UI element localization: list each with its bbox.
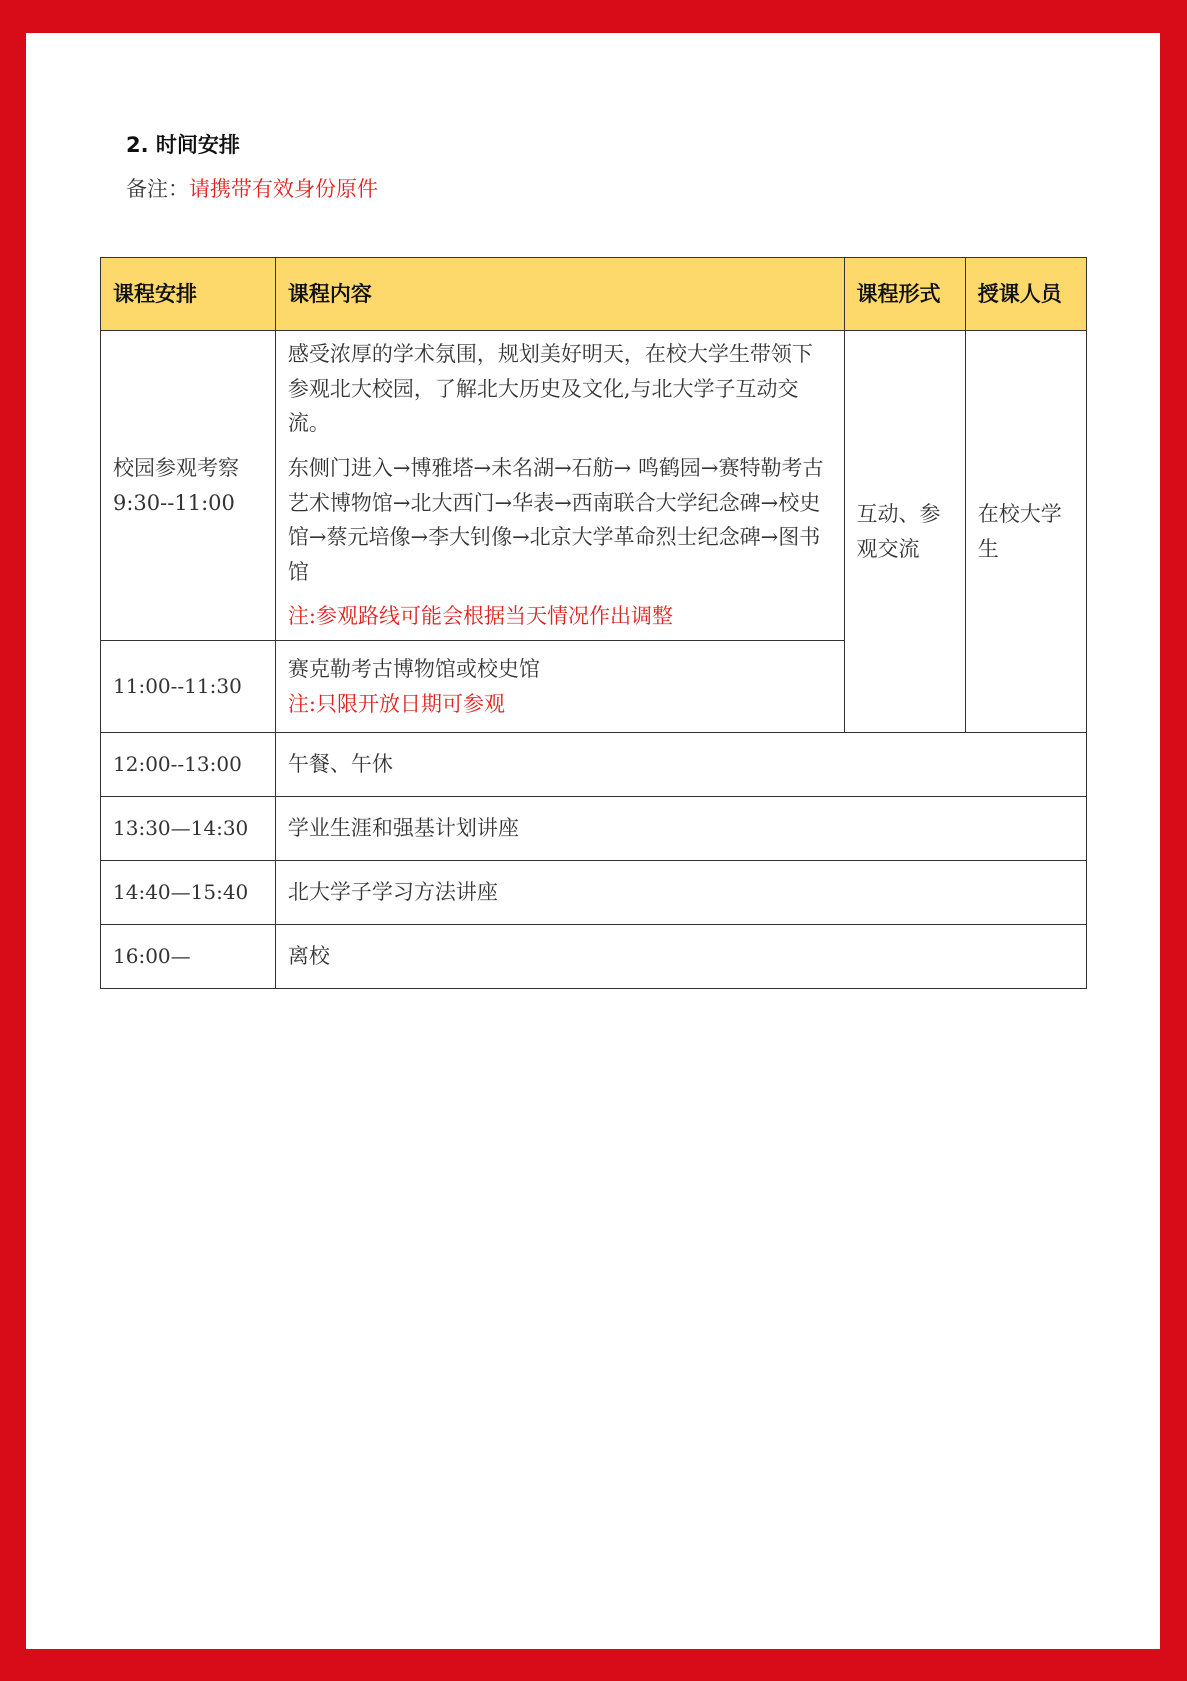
campus-visit-time: 9:30--11:00 [113,490,235,515]
table-row-campus-visit [101,331,1087,641]
row-time: 16:00— [101,925,276,989]
table-header-row [101,258,1087,331]
row-time: 14:40—15:40 [101,861,276,925]
row-content: 午餐、午休 [275,733,1086,797]
table-row [101,861,1087,925]
row-time: 13:30—14:30 [101,797,276,861]
header-format: 课程形式 [844,258,965,331]
document-page [26,33,1160,1649]
campus-visit-route-note: 注:参观路线可能会根据当天情况作出调整 [287,604,673,629]
campus-visit-instructor: 在校大学生 [965,331,1086,733]
museum-text: 赛克勒考古博物馆或校史馆 [287,656,540,681]
row-content: 学业生涯和强基计划讲座 [275,797,1086,861]
header-arrangement: 课程安排 [101,258,276,331]
table-row [101,925,1087,989]
campus-visit-intro: 感受浓厚的学术氛围，规划美好明天，在校大学生带领下参观北大校园，了解北大历史及文化,与北大学子互动交流。 [287,342,813,436]
section-title: 2. 时间安排 [126,133,240,157]
museum-time: 11:00--11:30 [101,641,276,733]
table-row [101,797,1087,861]
header-instructor: 授课人员 [965,258,1086,331]
campus-visit-time-cell [101,331,276,641]
campus-visit-route: 东侧门进入→博雅塔→未名湖→石舫→ 鸣鹤园→赛特勒考古艺术博物馆→北大西门→华表→西南联合大学纪念碑→校史馆→蔡元培像→李大钊像→北京大学革命烈士纪念碑→图书馆 [287,455,824,584]
remark-line [126,173,378,203]
header-content: 课程内容 [275,258,844,331]
row-time: 12:00--13:00 [101,733,276,797]
campus-visit-format: 互动、参观交流 [844,331,965,733]
row-content: 离校 [275,925,1086,989]
museum-note: 注:只限开放日期可参观 [287,691,505,716]
campus-visit-content-cell [275,331,844,641]
schedule-table [100,257,1087,989]
campus-visit-name: 校园参观考察 [113,455,239,480]
row-content: 北大学子学习方法讲座 [275,861,1086,925]
remark-text: 请携带有效身份原件 [189,177,378,201]
remark-label: 备注： [126,177,189,201]
museum-content-cell [275,641,844,733]
table-row [101,733,1087,797]
